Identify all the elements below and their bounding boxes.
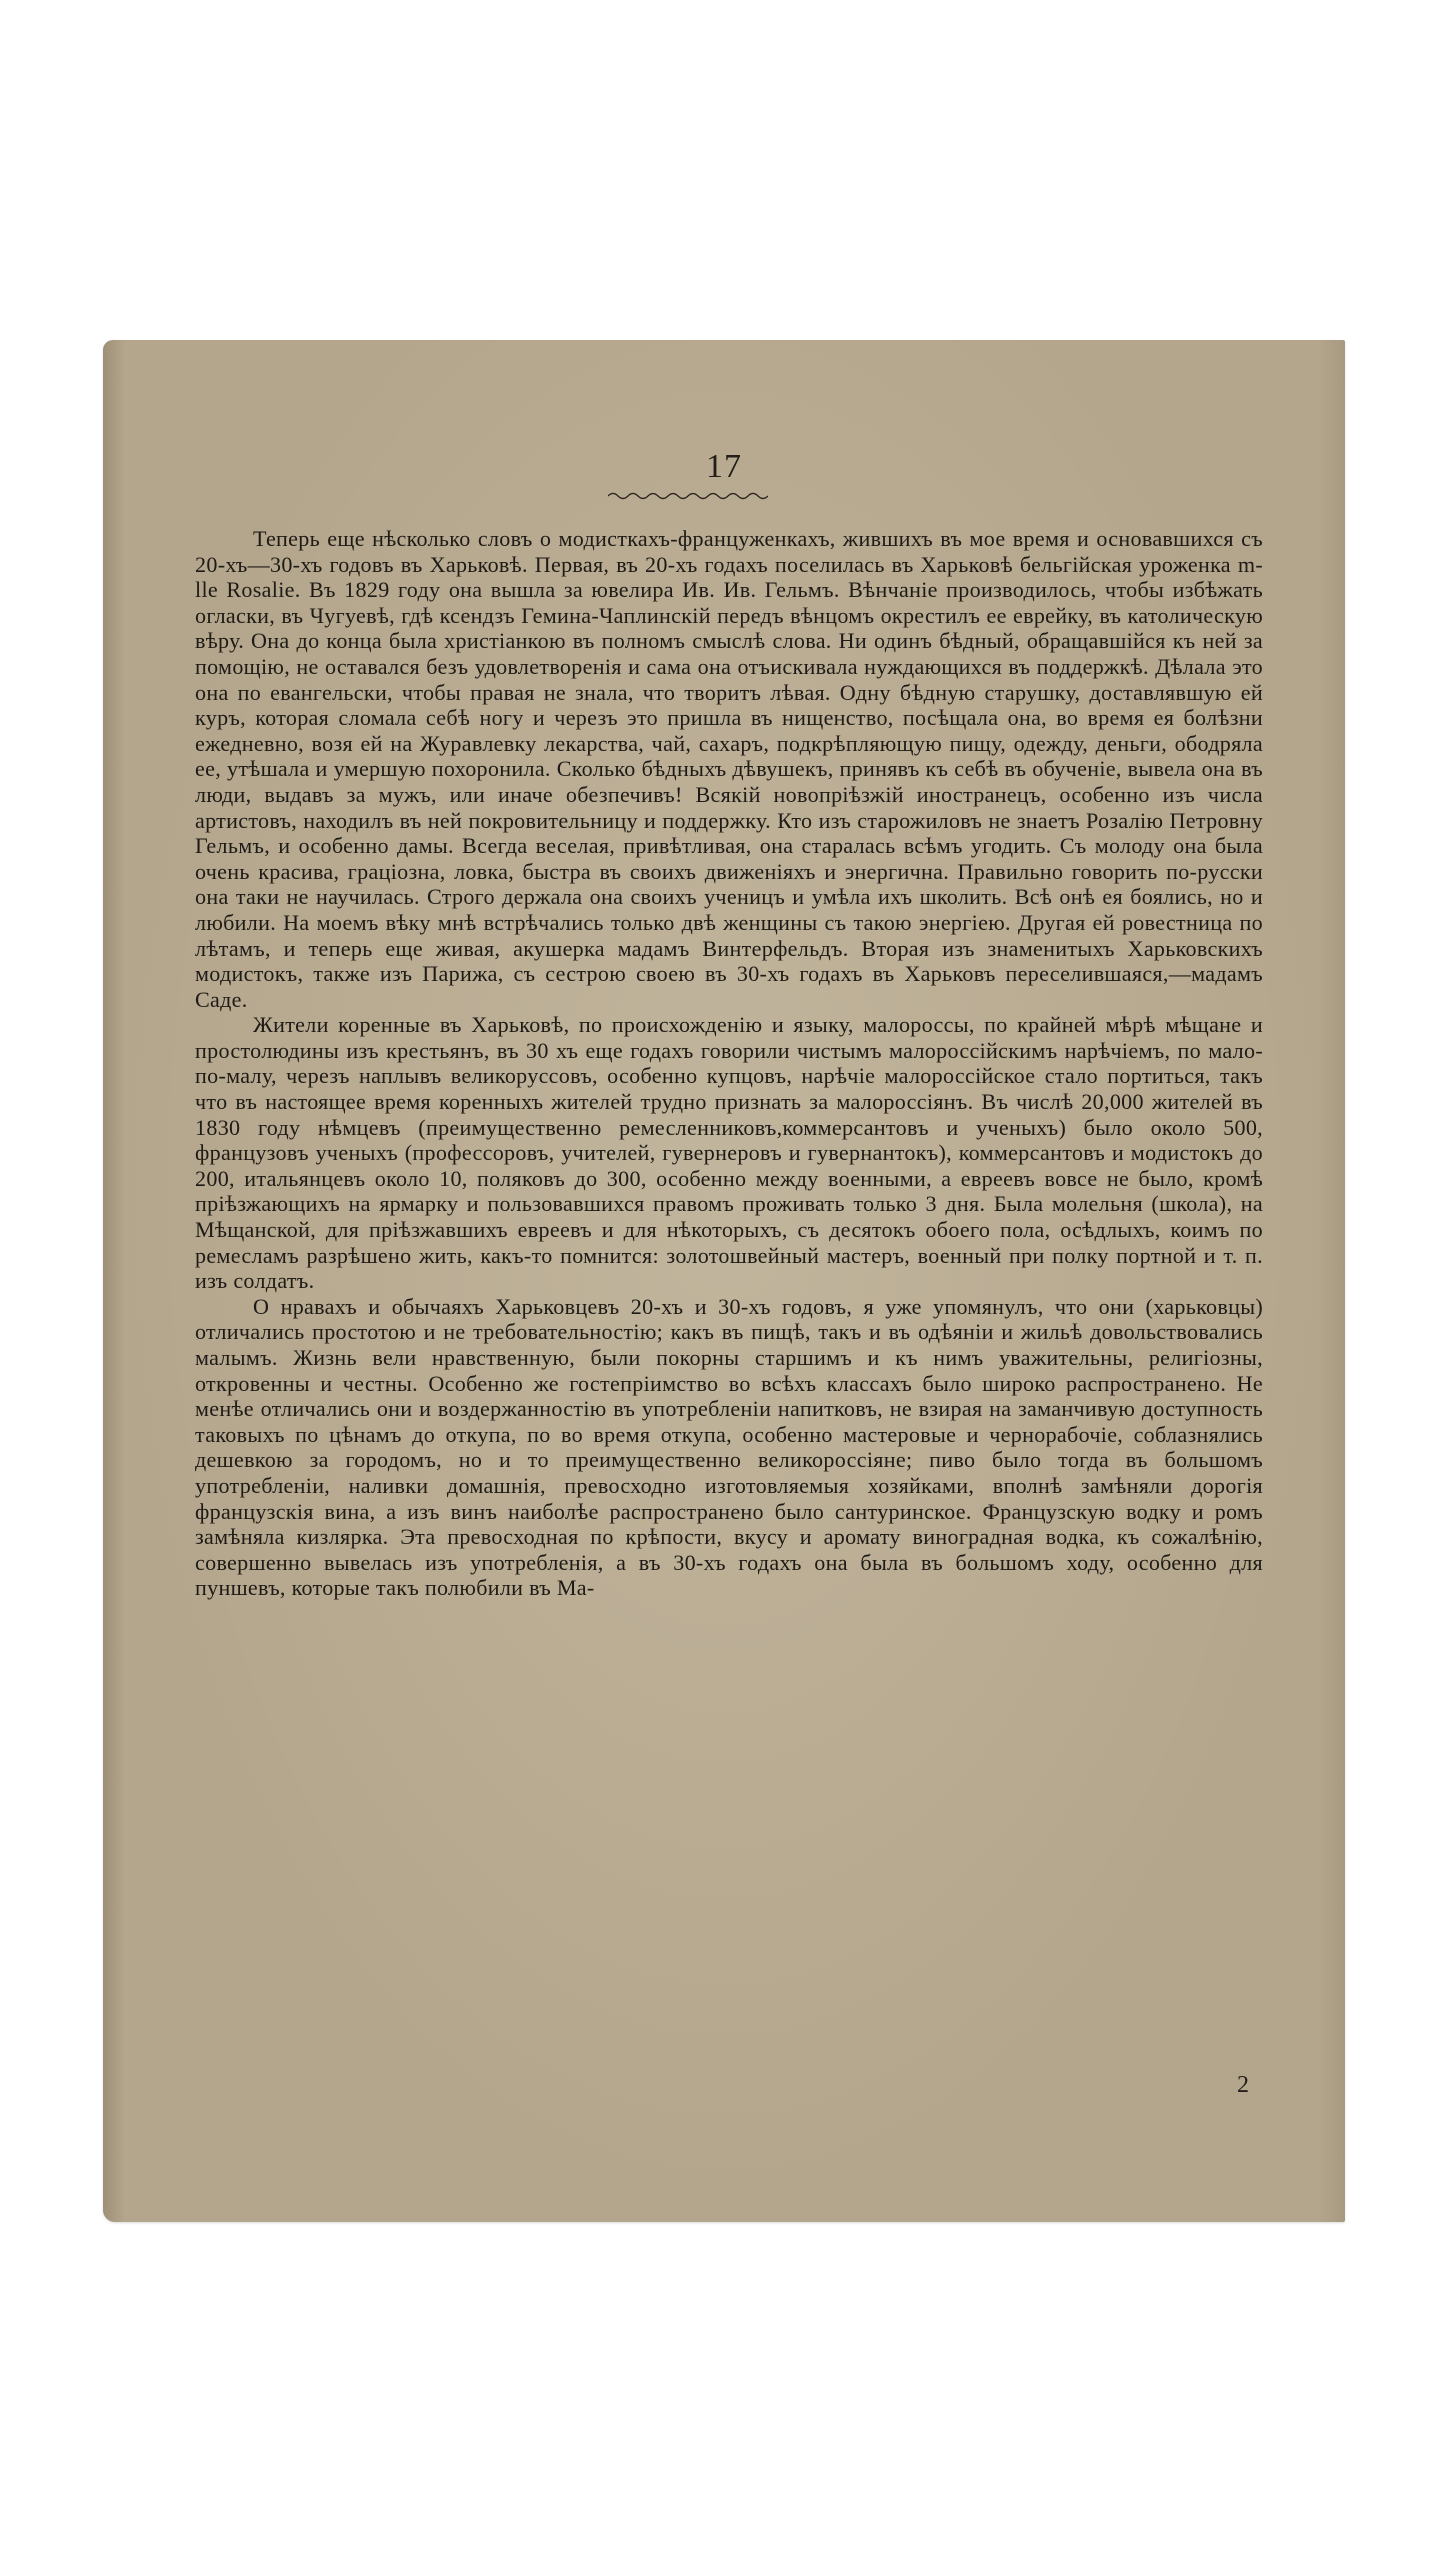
book-page [103,340,1345,2222]
wavy-rule-ornament [608,490,768,502]
paragraph-modistes: Теперь еще нѣсколько словъ о модисткахъ-француженкахъ, жившихъ въ мое время и основавшихся съ 20-хъ—30-хъ годовъ въ Харьковѣ. Первая, въ 20-хъ годахъ поселилась въ Харьковѣ бельгійская уроженка m-lle Rosalie. Въ 1829 году она вышла за ювелира Ив. Ив. Гельмъ. Вѣнчаніе производилось, чтобы избѣжать огласки, въ Чугуевѣ, гдѣ ксендзъ Гемина-Чаплинскій передъ вѣнцомъ окрестилъ ее еврейку, въ католическую вѣру. Она до конца была христіанкою въ полномъ смыслѣ слова. Ни одинъ бѣдный, обращавшійся къ ней за помощію, не оставался безъ удовлетворенія и сама она отъискивала нуждающихся въ поддержкѣ. Дѣлала это она по евангельски, чтобы правая не знала, что творитъ лѣвая. Одну бѣдную старушку, доставлявшую ей куръ, которая сломала себѣ ногу и черезъ это пришла въ нищенство, посѣщала она, во время ея болѣзни ежедневно, возя ей на Журавлевку лекарства, чай, сахаръ, подкрѣпляющую пищу, одежду, деньги, ободряла ее, утѣшала и умершую похоронила. Сколько бѣдныхъ дѣвушекъ, принявъ къ себѣ въ обученіе, вывела она въ люди, выдавъ за мужъ, или иначе обезпечивъ! Всякій новопріѣзжій иностранецъ, особенно изъ числа артистовъ, находилъ въ ней покровительницу и поддержку. Кто изъ старожиловъ не знаетъ Розалію Петровну Гельмъ, и особенно дамы. Всегда веселая, привѣтливая, она старалась всѣмъ угодить. Съ молоду она была очень красива, граціозна, ловка, быстра въ своихъ движеніяхъ и энергична. Правильно говорить по-русски она таки не научилась. Строго держала она своихъ ученицъ и умѣла ихъ школить. Всѣ онѣ ея боялись, но и любили. На моемъ вѣку мнѣ встрѣчались только двѣ женщины съ такою энергіею. Другая ей ровестница по лѣтамъ, и теперь еще живая, акушерка мадамъ Винтерфельдъ. Вторая изъ знаменитыхъ Харьковскихъ модистокъ, также изъ Парижа, съ сестрою своею въ 30-хъ годахъ въ Харьковъ переселившаяся,—мадамъ Саде. [195,526,1263,1012]
paragraph-customs: О нравахъ и обычаяхъ Харьковцевъ 20-хъ и 30-хъ годовъ, я уже упомянулъ, что они (харьковцы) отличались простотою и не требовательностію; какъ въ пищѣ, такъ и въ одѣяніи и жильѣ довольствовались малымъ. Жизнь вели нравственную, были покорны старшимъ и къ нимъ уважительны, религіозны, откровенны и честны. Особенно же гостепріимство во всѣхъ классахъ было широко распространено. Не менѣе отличались они и воздержанностію въ употребленіи напитковъ, не взирая на заманчивую доступность таковыхъ по цѣнамъ до откупа, по во время откупа, особенно мастеровые и чернорабочіе, соблазнялись дешевкою за городомъ, но и то преимущественно великороссіяне; пиво было тогда въ большомъ употребленіи, наливки домашнія, превосходно изготовляемыя хозяйками, вполнѣ замѣняли дорогія французскія вина, а изъ винъ наиболѣе распространено было сантуринское. Французскую водку и ромъ замѣняла кизлярка. Эта превосходная по крѣпости, вкусу и аромату виноградная водка, къ сожалѣнію, совершенно вывелась изъ употребленія, а въ 30-хъ годахъ она была въ большомъ ходу, особенно для пуншевъ, которые такъ полюбили въ Ма- [195,1293,1263,1601]
body-text [195,526,1263,1601]
signature-mark: 2 [1237,2072,1249,2098]
paragraph-residents: Жители коренные въ Харьковѣ, по происхожденію и языку, малороссы, по крайней мѣрѣ мѣщане и простолюдины изъ крестьянъ, въ 30 хъ еще годахъ говорили чистымъ малороссійскимъ нарѣчіемъ, по мало-по-малу, черезъ наплывъ великоруссовъ, особенно купцовъ, нарѣчіе малороссійское стало портиться, такъ что въ настоящее время коренныхъ жителей трудно признать за малороссіянъ. Въ числѣ 20,000 жителей въ 1830 году нѣмцевъ (преимущественно ремесленниковъ,коммерсантовъ и ученыхъ) было около 500, французовъ ученыхъ (профессоровъ, учителей, гувернеровъ и гувернантокъ), коммерсантовъ и модистокъ до 200, итальянцевъ около 10, поляковъ до 300, особенно между военными, а евреевъ вовсе не было, кромѣ пріѣзжающихъ на ярмарку и пользовавшихся правомъ проживать только 3 дня. Была молельня (школа), на Мѣщанской, для пріѣзжавшихъ евреевъ и для нѣкоторыхъ, съ десятокъ обоего пола, осѣдлыхъ, коимъ по ремесламъ разрѣшено жить, какъ-то помнится: золотошвейный мастеръ, военный при полку портной и т. п. изъ солдатъ. [195,1012,1263,1294]
page-number: 17 [706,448,742,485]
